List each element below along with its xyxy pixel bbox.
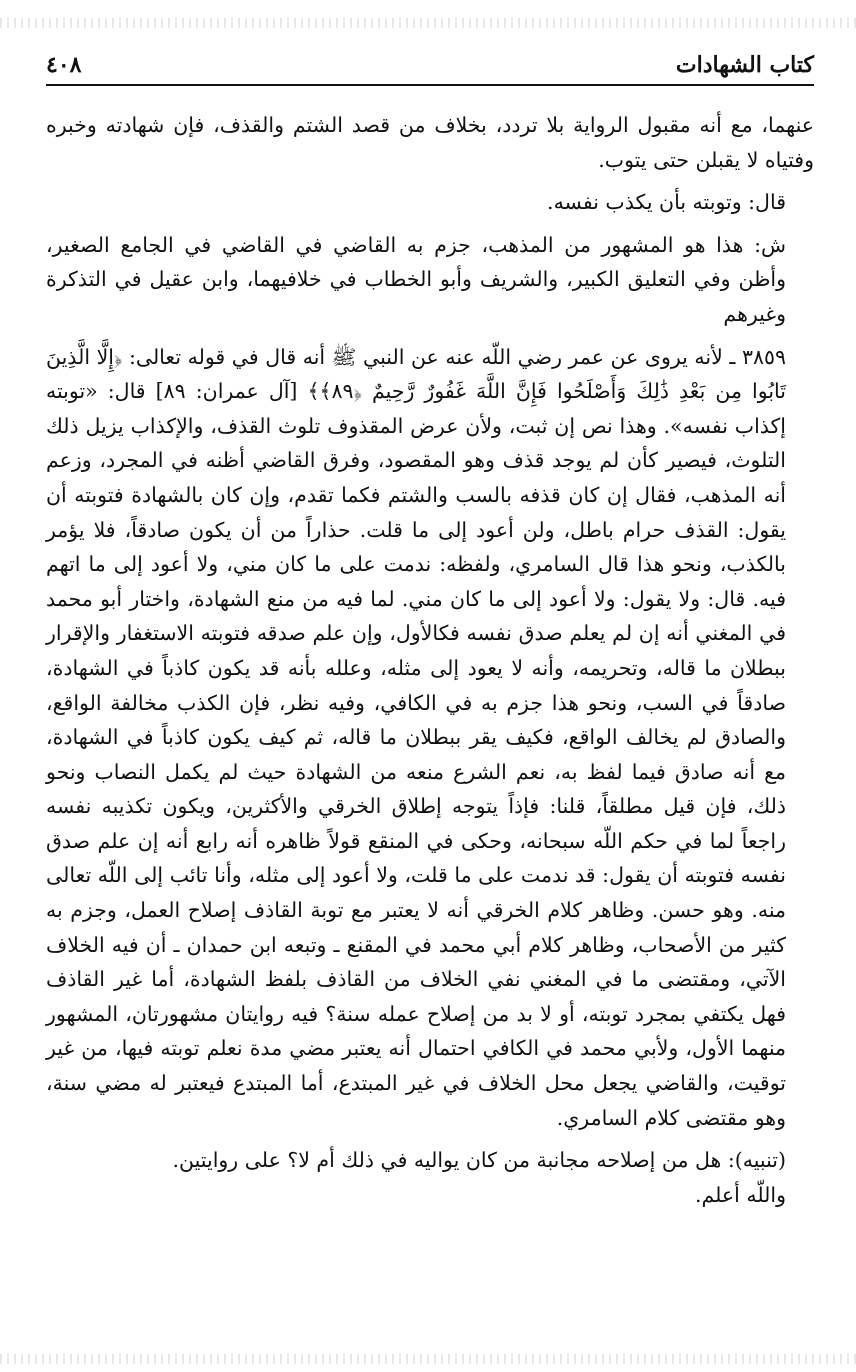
page-number: ٤٠٨ (46, 52, 82, 78)
paragraph-6: واللّه أعلم. (694, 1182, 786, 1207)
book-title: كتاب الشهادات (675, 52, 814, 78)
paragraph-3: ش: هذا هو المشهور من المذهب، جزم به القاضي في القاضي في الجامع الصغير، وأظن وفي التعليق الكبير، والشريف وأبو الخطاب في خلافيهما، وابن عقيل في التذكرة وغيرهم (46, 232, 786, 326)
paragraph-5: (تنبيه): هل من إصلاحه مجانبة من كان يواليه في ذلك أم لا؟ على روايتين. (172, 1148, 786, 1173)
paragraph-1: عنهما، مع أنه مقبول الرواية بلا تردد، بخلاف من قصد الشتم والقذف، فإن شهادته وخبره وفتياه لا يقبلن حتى يتوب. (46, 113, 814, 172)
paragraph-4: ٣٨٥٩ ـ لأنه يروى عن عمر رضي اللّه عنه عن النبي ﷺ أنه قال في قوله تعالى: ﴿إِلَّا الَّذِينَ تَابُوا مِن بَعْدِ ذَٰلِكَ وَأَصْلَحُوا فَإِنَّ اللَّهَ غَفُورٌ رَّحِيمٌ ﴿٨٩﴾﴾ [آل عمران: ٨٩] قال: «توبته إكذاب نفسه». وهذا نص إن ثبت، ولأن عرض المقذوف تلوث القذف، والإكذاب يزيل ذلك التلوث، فيصير كأن لم يوجد قذف وهو المقصود، وفرق القاضي أظنه في المجرد، وزعم أنه المذهب، فقال إن كان قذفه بالسب والشتم فكما تقدم، وإن كان بالشهادة فتوبته أن يقول: القذف حرام باطل، ولن أعود إلى ما قلت. حذاراً من أن يكون صادقاً، فلا يؤمر بالكذب، ونحو هذا قال السامري، ولفظه: ندمت على ما كان مني، ولا أعود إلى ما اتهم فيه. قال: ولا يقول: ولا أعود إلى ما كان مني. لما فيه من منع الشهادة، واختار أبو محمد في المغني أنه إن لم يعلم صدق نفسه فكالأول، وإن علم صدقه فتوبته الاستغفار والإقرار ببطلان ما قاله، وتحريمه، وأنه لا يعود إلى مثله، وعلله بأنه قد يكون كاذباً في الشهادة، صادقاً في السب، ونحو هذا جزم به في الكافي، وفيه نظر، فإن الكذب مخالفة الواقع، والصادق لم يخالف الواقع، فكيف يقر ببطلان ما قاله، ثم كيف يكون كاذباً في الشهادة، مع أنه صادق فيما لفظ به، نعم الشرع منعه من الشهادة حيث لم يكمل النصاب ونحو ذلك، فإن قيل مطلقاً، قلنا: فإذاً يتوجه إطلاق الخرقي والأكثرين، ويكون تكذيبه نفسه راجعاً لما في حكم اللّه سبحانه، وحكى في المنقع قولاً ظاهره أنه رابع أنه إن علم صدق نفسه فتوبته أن يقول: قد ندمت على ما قلت، ولا أعود إلى مثله، وأنا تائب إلى اللّه تعالى منه. وهو حسن. وظاهر كلام الخرقي أنه لا يعتبر مع توبة القاذف إصلاح العمل، وجزم به كثير من الأصحاب، وظاهر كلام أبي محمد في المقنع ـ وتبعه ابن حمدان ـ أن فيه الخلاف الآتي، ومقتضى ما في المغني نفي الخلاف من القاذف بلفظ الشهادة، أما غير القاذف فهل يكتفي بمجرد توبته، أو لا بد من إصلاح عمله سنة؟ فيه روايتان مشهورتان، المشهور منهما الأول، ولأبي محمد في الكافي احتمال أنه يعتبر مضي مدة نعلم توبته فيها، من غير توقيت، والقاضي يجعل محل الخلاف في غير المبتدع، أما المبتدع فيعتبر له مضي سنة، وهو مقتضى كلام السامري. (46, 344, 787, 1130)
page-header (46, 52, 814, 86)
scan-noise-top (0, 18, 856, 28)
page-body (46, 108, 814, 1212)
paragraph-2: قال: وتوبته بأن يكذب نفسه. (547, 190, 786, 215)
scan-noise-bottom (0, 1354, 856, 1364)
